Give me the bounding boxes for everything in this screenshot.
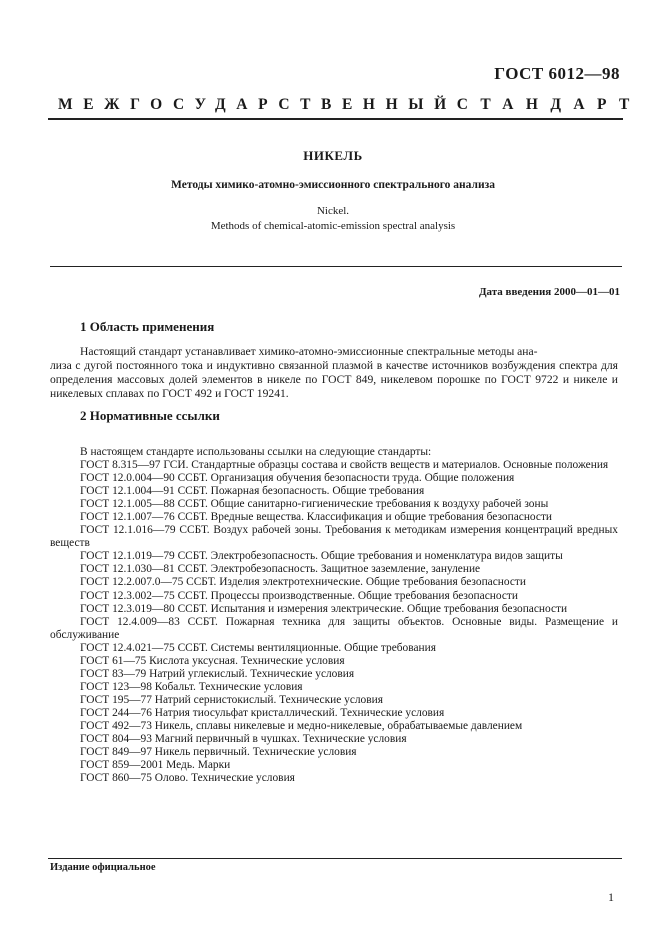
section-1-line1: Настоящий стандарт устанавливает химико-атомно-эмиссионные спектральные методы ана- bbox=[80, 345, 538, 358]
reference-item: ГОСТ 12.1.016—79 ССБТ. Воздух рабочей зоны. Требования к методикам измерения концентраций вредных веществ bbox=[50, 524, 618, 550]
reference-item: ГОСТ 195—77 Натрий сернистокислый. Технические условия bbox=[80, 693, 383, 706]
footer-divider bbox=[48, 858, 622, 859]
reference-item: ГОСТ 61—75 Кислота уксусная. Технические условия bbox=[80, 654, 345, 667]
reference-item: ГОСТ 804—93 Магний первичный в чушках. Технические условия bbox=[80, 733, 407, 746]
reference-item: ГОСТ 12.4.009—83 ССБТ. Пожарная техника для защиты объектов. Основные виды. Размещение и обслуживание bbox=[50, 615, 618, 641]
reference-item: ГОСТ 123—98 Кобальт. Технические условия bbox=[80, 680, 303, 693]
standard-word: СТАНДАРТ bbox=[456, 96, 642, 113]
section-1-title: 1 Область применения bbox=[80, 319, 215, 334]
reference-item: ГОСТ 12.1.005—88 ССБТ. Общие санитарно-гигиенические требования к воздуху рабочей зоны bbox=[80, 498, 549, 511]
reference-item: ГОСТ 12.3.002—75 ССБТ. Процессы производственные. Общие требования безопасности bbox=[80, 589, 518, 602]
reference-item: ГОСТ 83—79 Натрий углекислый. Технические условия bbox=[80, 667, 355, 680]
reference-item: ГОСТ 12.1.004—91 ССБТ. Пожарная безопасность. Общие требования bbox=[80, 485, 425, 498]
section-2-title: 2 Нормативные ссылки bbox=[80, 408, 220, 423]
section-1-continuation: лиза с дугой постоянного тока и индуктивно связанной плазмой в качестве источников возбуждения спектра для определения массовых долей элементов в никеле по ГОСТ 849, никелевом порошке по ГОСТ 9722 и никеле и никелевых сплавах по ГОСТ 492 и ГОСТ 19241. bbox=[50, 359, 618, 400]
interstate-standard-heading bbox=[58, 96, 642, 114]
reference-item: ГОСТ 12.1.007—76 ССБТ. Вредные вещества. Классификация и общие требования безопасности bbox=[80, 511, 553, 524]
reference-item: ГОСТ 860—75 Олово. Технические условия bbox=[80, 772, 295, 785]
interstate-word: МЕЖГОСУДАРСТВЕННЫЙ bbox=[58, 96, 457, 113]
english-title-line2: Methods of chemical-atomic-emission spectral analysis bbox=[210, 220, 456, 232]
document-subtitle: Методы химико-атомно-эмиссионного спектрального анализа bbox=[171, 179, 495, 191]
official-edition-note: Издание официальное bbox=[50, 862, 156, 873]
reference-item: ГОСТ 8.315—97 ГСИ. Стандартные образцы состава и свойств веществ и материалов. Основные положения bbox=[80, 459, 609, 472]
introduction-date: Дата введения 2000—01—01 bbox=[478, 286, 620, 298]
section-1-text bbox=[50, 345, 618, 401]
reference-item: ГОСТ 12.1.019—79 ССБТ. Электробезопасность. Общие требования и номенклатура видов защиты bbox=[80, 550, 563, 563]
title-divider bbox=[50, 266, 622, 267]
reference-item: ГОСТ 492—73 Никель, сплавы никелевые и медно-никелевые, обрабатываемые давлением bbox=[80, 719, 523, 732]
page-number: 1 bbox=[608, 890, 614, 904]
english-title-line1: Nickel. bbox=[316, 205, 350, 217]
reference-item: ГОСТ 849—97 Никель первичный. Технические условия bbox=[80, 746, 357, 759]
reference-item: ГОСТ 12.0.004—90 ССБТ. Организация обучения безопасности труда. Общие положения bbox=[80, 472, 515, 485]
reference-item: ГОСТ 12.4.021—75 ССБТ. Системы вентиляционные. Общие требования bbox=[80, 641, 436, 654]
reference-item: ГОСТ 12.3.019—80 ССБТ. Испытания и измерения электрические. Общие требования безопасности bbox=[80, 602, 568, 615]
document-title: НИКЕЛЬ bbox=[303, 148, 363, 163]
reference-item: ГОСТ 244—76 Натрия тиосульфат кристаллический. Технические условия bbox=[80, 706, 445, 719]
english-title bbox=[0, 204, 666, 234]
reference-item: ГОСТ 12.2.007.0—75 ССБТ. Изделия электротехнические. Общие требования безопасности bbox=[80, 576, 526, 589]
top-divider bbox=[48, 118, 623, 120]
reference-item: ГОСТ 859—2001 Медь. Марки bbox=[80, 759, 231, 772]
reference-item: ГОСТ 12.1.030—81 ССБТ. Электробезопасность. Защитное заземление, зануление bbox=[80, 563, 481, 576]
references-lead: В настоящем стандарте использованы ссылки на следующие стандарты: bbox=[80, 446, 432, 458]
normative-references bbox=[50, 446, 618, 785]
gost-code: ГОСТ 6012—98 bbox=[494, 64, 620, 83]
